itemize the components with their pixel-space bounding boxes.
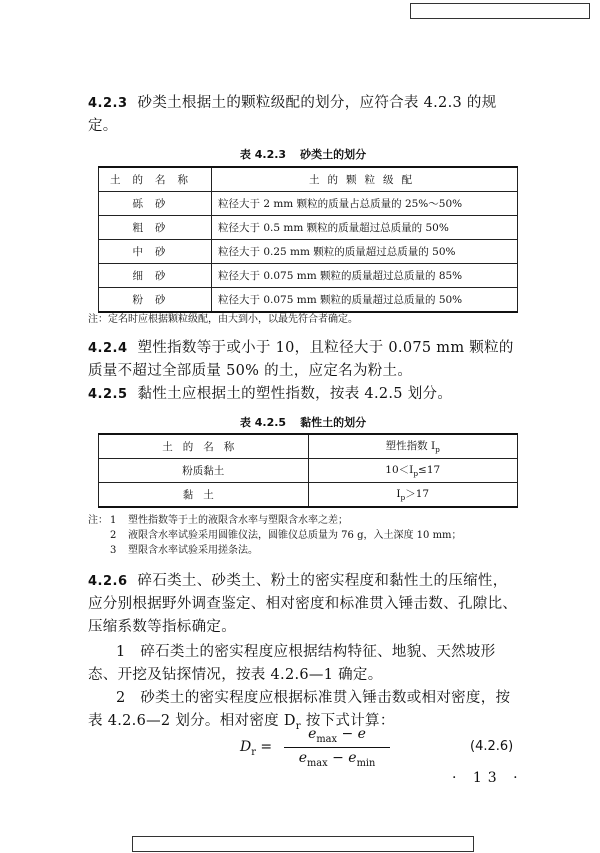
- table-row: [99, 483, 518, 508]
- soil-name-cell: 中砂: [99, 240, 212, 264]
- formula-denominator: [284, 748, 390, 769]
- item-1: 1 碎石类土的密实程度应根据结构特征、地貌、天然坡形态、开挖及钻探情况，按表 4.2.6—1 确定。: [88, 644, 496, 683]
- gradation-cell: 粒径大于 2 mm 颗粒的质量占总质量的 25%～50%: [212, 192, 518, 216]
- section-text: 塑性指数等于或小于 10，且粒径大于 0.075 mm 颗粒的质量不超过全部质量 50% 的土，应定名为粉土。: [88, 340, 514, 379]
- section-4-2-4: [88, 337, 518, 383]
- note-text: 液限含水率试验采用圆锥仪法，圆锥仪总质量为 76 g，入土深度 10 mm；: [128, 530, 462, 541]
- gradation-cell: 粒径大于 0.075 mm 颗粒的质量超过总质量的 50%: [212, 288, 518, 313]
- subscript: r: [295, 720, 301, 732]
- table-4-2-3-caption: [88, 146, 518, 162]
- caption-title: 砂类土的划分: [300, 148, 367, 161]
- symbol: − e: [337, 726, 366, 742]
- section-number: 4.2.3: [88, 96, 128, 111]
- table-row: [99, 216, 518, 240]
- formula-lhs: [240, 739, 272, 758]
- header-cell: [308, 434, 518, 459]
- table-row: [99, 288, 518, 313]
- caption-number: 表 4.2.3: [239, 148, 287, 161]
- caption-number: 表 4.2.5: [239, 416, 287, 429]
- table-4-2-5: [98, 433, 518, 508]
- subscript: p: [435, 445, 440, 455]
- plasticity-cell: [308, 459, 518, 483]
- table-4-2-5-caption: [88, 414, 518, 430]
- caption-title: 黏性土的划分: [300, 416, 367, 429]
- soil-name-cell: 粗砂: [99, 216, 212, 240]
- section-4-2-5: [88, 383, 518, 406]
- item-text: 2 砂类土的密实程度应根据标准贯入锤击数或相对密度，按表 4.2.6—2 划分。相对密度 D: [88, 690, 511, 729]
- formula-numerator: [284, 726, 390, 748]
- note-number: 1: [110, 515, 117, 526]
- table-row: [99, 240, 518, 264]
- table-4-2-3: [98, 166, 518, 313]
- range-text: 10＜I: [385, 464, 414, 477]
- table-header-row: [99, 167, 518, 192]
- soil-name-cell: 细砂: [99, 264, 212, 288]
- soil-name-cell: 黏土: [99, 483, 309, 508]
- note-text: 塑性指数等于土的液限含水率与塑限含水率之差；: [128, 515, 348, 526]
- note-number: 2: [110, 530, 117, 541]
- header-cell: 土的颗粒级配: [212, 167, 518, 192]
- note-row: [88, 543, 528, 558]
- range-text: I: [396, 488, 401, 501]
- subscript: min: [356, 757, 376, 769]
- section-4-2-3: [88, 92, 518, 138]
- subscript: p: [400, 493, 406, 503]
- header-cell: 土的名称: [99, 434, 309, 459]
- note-number: 3: [110, 545, 117, 556]
- note-row: [88, 513, 528, 528]
- page-number: · 13 ·: [452, 770, 524, 786]
- table-4-2-3-note: 注：定名时应根据颗粒级配，由大到小，以最先符合者确定。: [88, 314, 358, 325]
- section-number: 4.2.4: [88, 341, 128, 356]
- table-row: [99, 459, 518, 483]
- plasticity-cell: [308, 483, 518, 508]
- section-text: 黏性土应根据土的塑性指数，按表 4.2.5 划分。: [137, 386, 453, 402]
- header-cell: 土的名称: [99, 167, 212, 192]
- subscript: r: [251, 746, 256, 758]
- soil-name-cell: 粉砂: [99, 288, 212, 313]
- table-4-2-5-notes: [88, 513, 528, 558]
- section-number: 4.2.5: [88, 387, 128, 402]
- table-header-row: [99, 434, 518, 459]
- gradation-cell: 粒径大于 0.075 mm 颗粒的质量超过总质量的 85%: [212, 264, 518, 288]
- subscript: max: [306, 757, 328, 769]
- symbol: e: [308, 726, 317, 742]
- gradation-cell: 粒径大于 0.5 mm 颗粒的质量超过总质量的 50%: [212, 216, 518, 240]
- symbol: e: [298, 749, 307, 766]
- symbol: − e: [327, 749, 357, 766]
- section-text: 碎石类土、砂类土、粉土的密实程度和黏性土的压缩性，应分别根据野外调查鉴定、相对密度和标准贯入锤击数、孔隙比、压缩系数等指标确定。: [88, 573, 518, 635]
- section-number: 4.2.6: [88, 574, 128, 589]
- equation-number: (4.2.6): [470, 739, 514, 754]
- table-row: [99, 264, 518, 288]
- note-label: 注：: [88, 515, 108, 526]
- soil-name-cell: 砾砂: [99, 192, 212, 216]
- formula-fraction: [284, 726, 390, 769]
- equals-sign: =: [255, 739, 273, 755]
- range-text: ＞17: [405, 488, 430, 501]
- gradation-cell: 粒径大于 0.25 mm 颗粒的质量超过总质量的 50%: [212, 240, 518, 264]
- header-text: 塑性指数 I: [385, 440, 436, 453]
- header-frame: [410, 3, 590, 19]
- note-text: 塑限含水率试验采用搓条法。: [128, 545, 258, 556]
- range-text: ≤17: [418, 464, 441, 477]
- symbol: D: [240, 739, 252, 755]
- section-text: 砂类土根据土的颗粒级配的划分，应符合表 4.2.3 的规定。: [88, 95, 497, 134]
- formula-4-2-6: [240, 726, 540, 776]
- subscript: max: [316, 733, 338, 745]
- table-row: [99, 192, 518, 216]
- note-row: [88, 528, 528, 543]
- section-4-2-6: [88, 570, 518, 639]
- soil-name-cell: 粉质黏土: [99, 459, 309, 483]
- item-text: 按下式计算：: [300, 713, 395, 729]
- footer-frame: [132, 836, 474, 852]
- subscript: p: [413, 469, 419, 479]
